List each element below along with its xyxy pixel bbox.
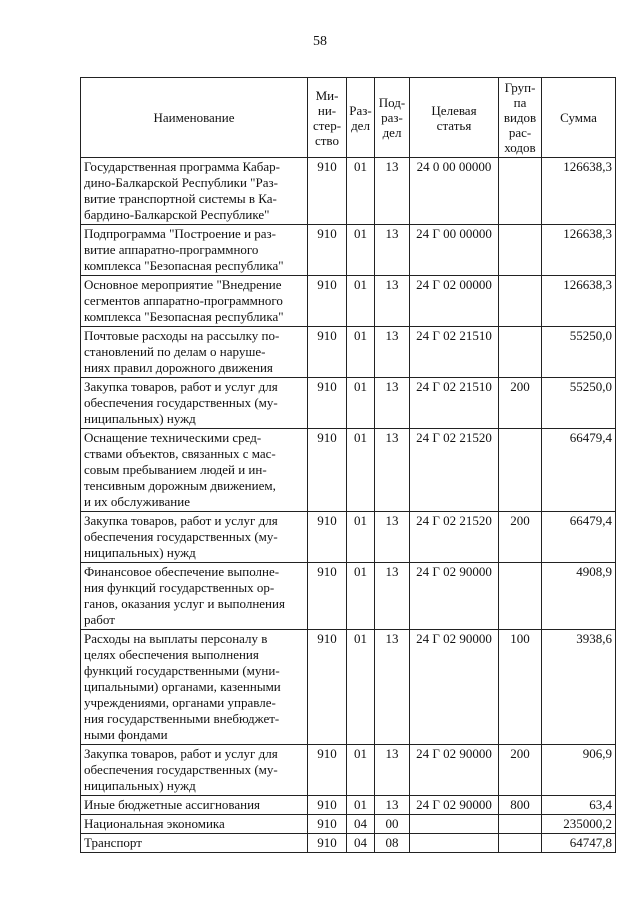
cell-target: 24 Г 02 90000: [410, 563, 499, 630]
cell-sum: 126638,3: [542, 276, 616, 327]
table-row: [81, 834, 616, 853]
cell-name: Расходы на выплаты персоналу в целях обеспечения выполнения функций государственными (муни- ципальными) органами, казенными учреждениями, органами управле- ния государственными внебюджет- ными фондами: [81, 630, 308, 745]
cell-name: Закупка товаров, работ и услуг для обеспечения государственных (му- ниципальных) нужд: [81, 378, 308, 429]
cell-target: 24 Г 02 00000: [410, 276, 499, 327]
cell-subsection: 13: [375, 327, 410, 378]
header-ministry: [308, 78, 347, 158]
cell-ministry: 910: [308, 276, 347, 327]
cell-section: 01: [347, 378, 375, 429]
cell-name: Подпрограмма "Построение и раз- витие аппаратно-программного комплекса "Безопасная республика": [81, 225, 308, 276]
cell-section: 04: [347, 815, 375, 834]
cell-ministry: 910: [308, 630, 347, 745]
header-group-text: Груп- па видов рас- ходов: [503, 80, 537, 155]
cell-target: 24 Г 02 21510: [410, 327, 499, 378]
table-row: [81, 796, 616, 815]
cell-ministry: 910: [308, 225, 347, 276]
cell-sum: 3938,6: [542, 630, 616, 745]
cell-group: [499, 225, 542, 276]
table-row: [81, 378, 616, 429]
cell-ministry: 910: [308, 745, 347, 796]
table-row: [81, 563, 616, 630]
cell-group: [499, 158, 542, 225]
cell-group: 200: [499, 745, 542, 796]
cell-section: 01: [347, 745, 375, 796]
cell-name: Государственная программа Кабар- дино-Балкарской Республики "Раз- витие транспортной системы в Ка- бардино-Балкарской Республике": [81, 158, 308, 225]
cell-target: 24 Г 02 90000: [410, 796, 499, 815]
cell-sum: 63,4: [542, 796, 616, 815]
cell-target: 24 Г 02 90000: [410, 745, 499, 796]
cell-group: [499, 563, 542, 630]
cell-name: Почтовые расходы на рассылку по- становлений по делам о наруше- ниях правил дорожного движения: [81, 327, 308, 378]
cell-subsection: 13: [375, 563, 410, 630]
cell-section: 01: [347, 512, 375, 563]
cell-subsection: 13: [375, 158, 410, 225]
cell-group: 100: [499, 630, 542, 745]
cell-name: Закупка товаров, работ и услуг для обеспечения государственных (му- ниципальных) нужд: [81, 512, 308, 563]
cell-ministry: 910: [308, 158, 347, 225]
cell-group: 800: [499, 796, 542, 815]
cell-target: 24 0 00 00000: [410, 158, 499, 225]
header-sum: [542, 78, 616, 158]
cell-section: 01: [347, 276, 375, 327]
table-row: [81, 512, 616, 563]
header-target-text: Целевая статья: [431, 102, 477, 133]
cell-section: 04: [347, 834, 375, 853]
cell-subsection: 13: [375, 378, 410, 429]
cell-section: 01: [347, 630, 375, 745]
cell-ministry: 910: [308, 327, 347, 378]
cell-sum: 906,9: [542, 745, 616, 796]
cell-sum: 55250,0: [542, 378, 616, 429]
cell-sum: 126638,3: [542, 158, 616, 225]
cell-name: Оснащение техническими сред- ствами объектов, связанных с мас- совым пребыванием людей и ин- тенсивным дорожным движением, и их обслуживание: [81, 429, 308, 512]
header-target: [410, 78, 499, 158]
cell-group: [499, 276, 542, 327]
page-number: 58: [313, 34, 327, 49]
cell-ministry: 910: [308, 815, 347, 834]
cell-subsection: 13: [375, 276, 410, 327]
table-row: [81, 276, 616, 327]
cell-target: 24 Г 00 00000: [410, 225, 499, 276]
cell-name: Иные бюджетные ассигнования: [81, 796, 308, 815]
cell-target: 24 Г 02 21520: [410, 429, 499, 512]
cell-sum: 66479,4: [542, 429, 616, 512]
cell-subsection: 13: [375, 512, 410, 563]
cell-name: Транспорт: [81, 834, 308, 853]
cell-group: 200: [499, 378, 542, 429]
cell-group: [499, 429, 542, 512]
cell-target: 24 Г 02 21520: [410, 512, 499, 563]
header-ministry-text: Ми- ни- стер- ство: [312, 87, 342, 148]
cell-target: 24 Г 02 21510: [410, 378, 499, 429]
header-subsection-text: Под- раз- дел: [378, 95, 406, 140]
cell-subsection: 13: [375, 225, 410, 276]
cell-sum: 66479,4: [542, 512, 616, 563]
table-row: [81, 630, 616, 745]
cell-sum: 126638,3: [542, 225, 616, 276]
cell-name: Национальная экономика: [81, 815, 308, 834]
table-row: [81, 745, 616, 796]
table-row: [81, 225, 616, 276]
cell-section: 01: [347, 225, 375, 276]
table-row: [81, 158, 616, 225]
cell-section: 01: [347, 327, 375, 378]
cell-ministry: 910: [308, 796, 347, 815]
cell-subsection: 13: [375, 745, 410, 796]
cell-group: [499, 815, 542, 834]
cell-group: [499, 834, 542, 853]
cell-name: Финансовое обеспечение выполне- ния функций государственных ор- ганов, оказания услуг и выполнения работ: [81, 563, 308, 630]
cell-subsection: 13: [375, 630, 410, 745]
cell-ministry: 910: [308, 834, 347, 853]
cell-sum: 64747,8: [542, 834, 616, 853]
cell-sum: 4908,9: [542, 563, 616, 630]
table-header-row: [81, 78, 616, 158]
cell-target: 24 Г 02 90000: [410, 630, 499, 745]
header-group: [499, 78, 542, 158]
table-row: [81, 327, 616, 378]
cell-ministry: 910: [308, 378, 347, 429]
cell-section: 01: [347, 796, 375, 815]
cell-section: 01: [347, 563, 375, 630]
header-name-text: Наименование: [153, 110, 235, 125]
cell-ministry: 910: [308, 429, 347, 512]
header-name: [81, 78, 308, 158]
cell-subsection: 00: [375, 815, 410, 834]
header-section: [347, 78, 375, 158]
budget-table: [80, 77, 616, 853]
cell-target: [410, 834, 499, 853]
cell-name: Закупка товаров, работ и услуг для обеспечения государственных (му- ниципальных) нужд: [81, 745, 308, 796]
table-row: [81, 429, 616, 512]
cell-section: 01: [347, 429, 375, 512]
header-section-text: Раз- дел: [349, 102, 372, 133]
cell-subsection: 08: [375, 834, 410, 853]
cell-group: [499, 327, 542, 378]
cell-ministry: 910: [308, 512, 347, 563]
cell-sum: 235000,2: [542, 815, 616, 834]
header-sum-text: Сумма: [560, 110, 597, 125]
cell-section: 01: [347, 158, 375, 225]
cell-sum: 55250,0: [542, 327, 616, 378]
table-row: [81, 815, 616, 834]
header-subsection: [375, 78, 410, 158]
cell-target: [410, 815, 499, 834]
cell-subsection: 13: [375, 429, 410, 512]
cell-name: Основное мероприятие "Внедрение сегментов аппаратно-программного комплекса "Безопасная республика": [81, 276, 308, 327]
cell-group: 200: [499, 512, 542, 563]
cell-subsection: 13: [375, 796, 410, 815]
cell-ministry: 910: [308, 563, 347, 630]
